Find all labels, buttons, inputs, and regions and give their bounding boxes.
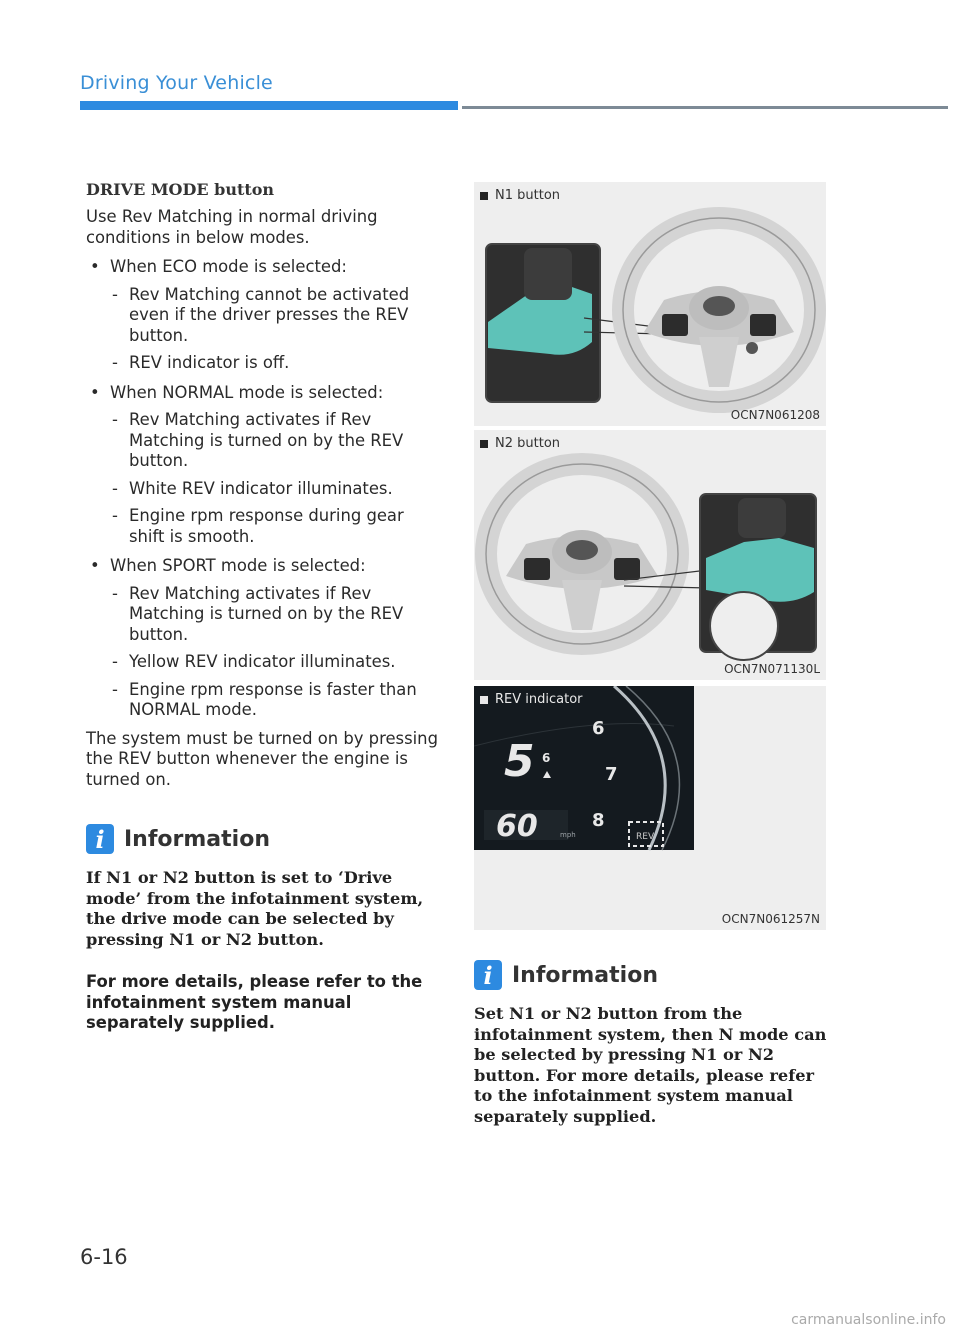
mode-item: - Rev Matching cannot be activated even if the driver presses the REV button. — [86, 285, 442, 347]
square-bullet-icon — [480, 440, 488, 448]
steering-wheel-n2-illustration — [474, 430, 826, 680]
gear-indicator: 5 — [504, 736, 535, 787]
figure-rev-indicator — [474, 686, 826, 930]
outro-paragraph: The system must be turned on by pressing the REV button whenever the engine is turned on. — [86, 728, 438, 789]
mode-item: - Rev Matching activates if Rev Matching is turned on by the REV button. — [86, 584, 442, 646]
mode-item: - White REV indicator illuminates. — [86, 479, 442, 500]
mode-item: - Engine rpm response is faster than NORMAL mode. — [86, 680, 442, 721]
info-text: Set N1 or N2 button from the infotainment system, then N mode can be selected by pressing N1 or N2 button. For more details, please refer to the infotainment system manual separately supplied. — [474, 1004, 827, 1126]
mode-sport: • When SPORT mode is selected: — [86, 556, 442, 577]
figure-code: OCN7N071130L — [724, 662, 820, 676]
right-info-block — [474, 960, 834, 1127]
figure-n2-button — [474, 430, 826, 680]
info-icon: i — [474, 960, 502, 990]
speed-readout: 60 — [496, 809, 538, 844]
mode-item: - Yellow REV indicator illuminates. — [86, 652, 442, 673]
tachometer-tick-label: 6 — [592, 718, 605, 739]
page-number: 6-16 — [80, 1245, 128, 1269]
header-accent-bar — [80, 101, 458, 110]
drive-mode-section — [86, 180, 442, 1034]
mode-item: - Rev Matching activates if Rev Matching is turned on by the REV button. — [86, 410, 442, 472]
figure-code: OCN7N061208 — [730, 408, 820, 422]
figure-label: REV indicator — [480, 692, 583, 707]
intro-paragraph: Use Rev Matching in normal driving conditions in below modes. — [86, 207, 378, 247]
mode-normal: • When NORMAL mode is selected: — [86, 383, 442, 404]
figure-label: N2 button — [480, 436, 560, 451]
info-title: Information — [512, 962, 658, 988]
mode-item: - REV indicator is off. — [86, 353, 442, 374]
info-header — [474, 960, 834, 990]
info-icon: i — [86, 824, 114, 854]
speed-unit: mph — [560, 831, 576, 839]
mode-eco: • When ECO mode is selected: — [86, 257, 442, 278]
next-gear-indicator: 6 — [542, 751, 551, 765]
info-text-details: For more details, please refer to the infotainment system manual separately supplied. — [86, 972, 423, 1032]
tachometer-tick-label: 8 — [592, 810, 605, 831]
square-bullet-icon — [480, 192, 488, 200]
figure-label: N1 button — [480, 188, 560, 203]
steering-wheel-n1-illustration — [474, 182, 826, 426]
figure-code: OCN7N061257N — [721, 912, 820, 926]
figure-n1-button — [474, 182, 826, 426]
info-text: If N1 or N2 button is set to ‘Drive mode’ from the infotainment system, the drive mode can be selected by pressing N1 or N2 button. — [86, 868, 424, 949]
section-title: Driving Your Vehicle — [80, 72, 273, 94]
section-heading: DRIVE MODE button — [86, 180, 275, 199]
watermark: carmanualsonline.info — [791, 1312, 946, 1328]
info-header — [86, 824, 442, 854]
instrument-cluster-illustration — [474, 686, 826, 930]
rev-indicator-label: REV — [636, 832, 655, 842]
header-rule — [462, 106, 948, 109]
tachometer-tick-label: 7 — [605, 764, 618, 785]
info-title: Information — [124, 826, 270, 852]
mode-item: - Engine rpm response during gear shift is smooth. — [86, 506, 442, 547]
square-bullet-icon — [480, 696, 488, 704]
